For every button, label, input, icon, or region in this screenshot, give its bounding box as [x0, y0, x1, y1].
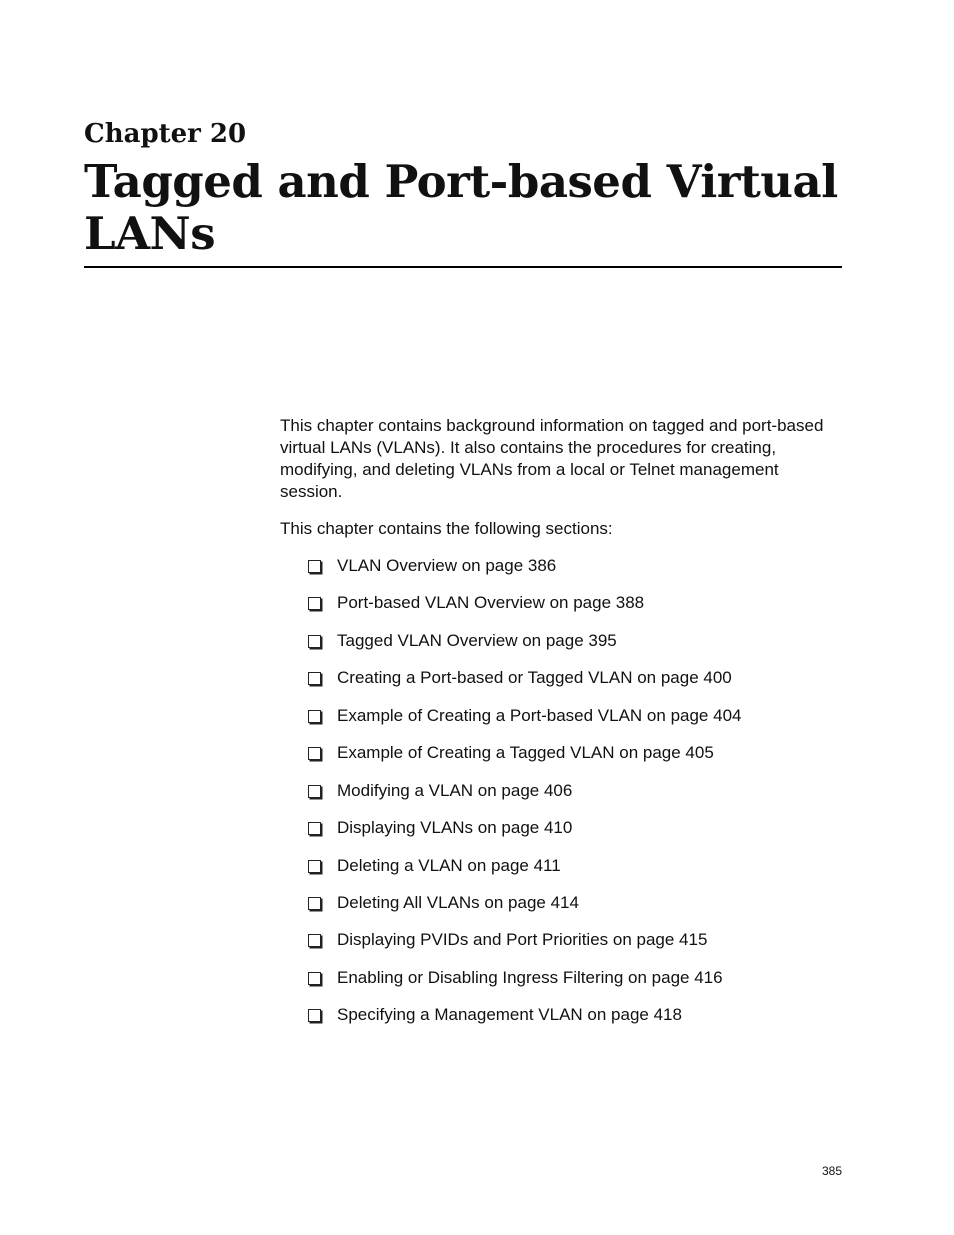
section-entry: Modifying a VLAN on page 406 — [337, 780, 573, 800]
list-item — [308, 929, 741, 966]
section-entry: Example of Creating a Tagged VLAN on page 405 — [337, 743, 714, 763]
checkbox-bullet-icon — [308, 672, 321, 685]
chapter-label: Chapter 20 — [84, 119, 247, 149]
list-item — [308, 705, 741, 742]
list-item — [308, 555, 741, 592]
checkbox-bullet-icon — [308, 597, 321, 610]
list-item — [308, 1004, 741, 1041]
section-entry: Enabling or Disabling Ingress Filtering on page 416 — [337, 967, 723, 987]
checkbox-bullet-icon — [308, 747, 321, 760]
list-item — [308, 855, 741, 892]
section-entry: Port-based VLAN Overview on page 388 — [337, 593, 645, 613]
sections-intro: This chapter contains the following sections: — [280, 519, 613, 538]
section-entry: Deleting a VLAN on page 411 — [337, 855, 561, 875]
section-entry: Tagged VLAN Overview on page 395 — [337, 630, 617, 650]
section-entry: Displaying VLANs on page 410 — [337, 818, 573, 838]
section-entry: Deleting All VLANs on page 414 — [337, 892, 579, 912]
section-entry: Displaying PVIDs and Port Priorities on page 415 — [337, 930, 708, 950]
checkbox-bullet-icon — [308, 860, 321, 873]
checkbox-bullet-icon — [308, 897, 321, 910]
checkbox-bullet-icon — [308, 710, 321, 723]
section-entry: Creating a Port-based or Tagged VLAN on page 400 — [337, 668, 732, 688]
checkbox-bullet-icon — [308, 822, 321, 835]
list-item — [308, 967, 741, 1004]
list-item — [308, 780, 741, 817]
checkbox-bullet-icon — [308, 785, 321, 798]
checkbox-bullet-icon — [308, 635, 321, 648]
list-item — [308, 592, 741, 629]
list-item — [308, 667, 741, 704]
checkbox-bullet-icon — [308, 934, 321, 947]
section-entry: Example of Creating a Port-based VLAN on page 404 — [337, 705, 742, 725]
title-divider — [84, 266, 842, 268]
list-item — [308, 630, 741, 667]
section-entry: Specifying a Management VLAN on page 418 — [337, 1005, 682, 1025]
page-number: 385 — [821, 1164, 842, 1178]
intro-paragraph: This chapter contains background information on tagged and port-based virtual LANs (VLANs). It also contains the procedures for creating, modifying, and deleting VLANs from a local or Telnet management session. — [280, 416, 824, 501]
list-item — [308, 817, 741, 854]
checkbox-bullet-icon — [308, 560, 321, 573]
list-item — [308, 892, 741, 929]
list-item — [308, 742, 741, 779]
section-entry: VLAN Overview on page 386 — [337, 556, 557, 575]
chapter-title: Tagged and Port-based Virtual LANs — [84, 155, 838, 260]
checkbox-bullet-icon — [308, 1009, 321, 1022]
section-list — [308, 555, 741, 1042]
checkbox-bullet-icon — [308, 972, 321, 985]
